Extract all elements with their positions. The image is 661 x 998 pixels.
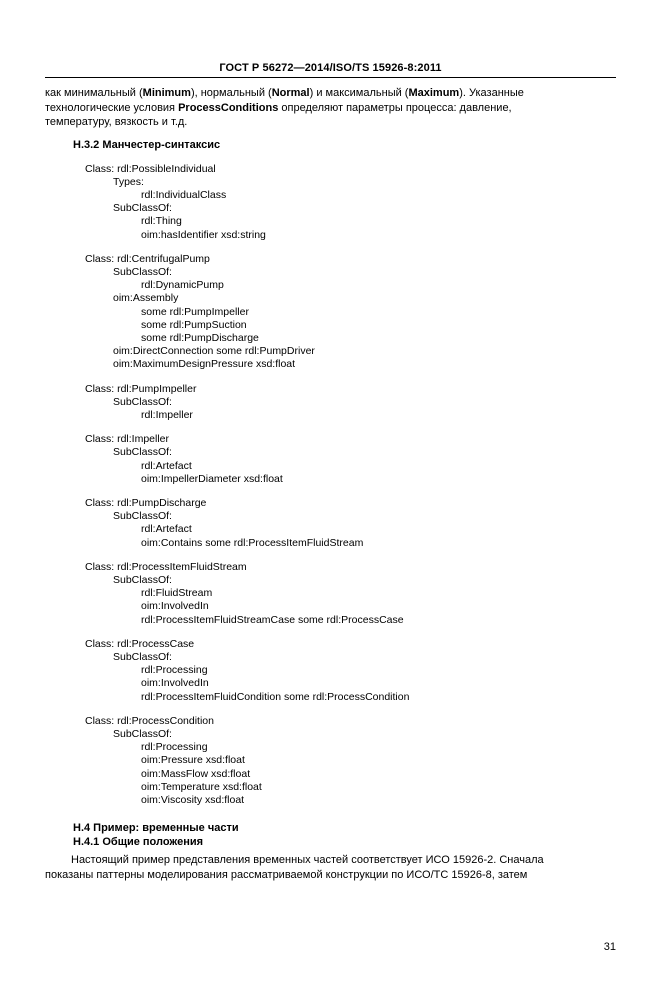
code-line: rdl:Thing: [141, 215, 182, 228]
code-line: rdl:Processing: [141, 741, 208, 754]
code-line: oim:Assembly: [113, 292, 179, 305]
code-line: rdl:ProcessItemFluidCondition some rdl:ProcessCondition: [141, 690, 410, 703]
code-line: Class: rdl:ProcessCondition: [85, 714, 214, 727]
code-line: SubClassOf:: [113, 510, 172, 523]
page-number: 31: [603, 941, 616, 953]
code-group: [45, 715, 616, 807]
code-line: SubClassOf:: [113, 265, 172, 278]
code-line: some rdl:PumpImpeller: [141, 305, 249, 318]
code-line: some rdl:PumpSuction: [141, 318, 247, 331]
code-line: rdl:DynamicPump: [141, 279, 224, 292]
code-line: oim:DirectConnection some rdl:PumpDriver: [113, 345, 315, 358]
code-line: SubClassOf:: [113, 651, 172, 663]
code-line: SubClassOf:: [113, 728, 172, 741]
code-line: SubClassOf:: [113, 202, 172, 215]
section-heading-h41: Н.4.1 Общие положения: [73, 836, 204, 849]
closing-line-1: Настоящий пример представления временных частей соответствует ИСО 15926-2. Сначала: [71, 854, 544, 867]
code-line: oim:Contains some rdl:ProcessItemFluidStream: [141, 536, 364, 549]
code-group: [45, 638, 616, 704]
code-line: rdl:Artefact: [141, 459, 192, 472]
manchester-syntax-code: [45, 163, 616, 808]
code-group: [45, 561, 616, 627]
code-line: some rdl:PumpDischarge: [141, 331, 259, 344]
header-divider: [45, 77, 616, 78]
code-line: rdl:IndividualClass: [141, 188, 227, 201]
code-line: SubClassOf:: [113, 446, 172, 459]
section-heading-h32: Н.3.2 Манчестер-синтаксис: [73, 138, 221, 151]
code-group: [45, 383, 616, 423]
code-group: [45, 497, 616, 550]
code-line: oim:MaximumDesignPressure xsd:float: [113, 358, 296, 371]
code-line: Class: rdl:CentrifugalPump: [85, 252, 210, 265]
code-line: oim:InvolvedIn: [141, 600, 209, 613]
code-line: rdl:Processing: [141, 664, 208, 677]
standard-title: ГОСТ Р 56272—2014/ISO/TS 15926-8:2011: [219, 62, 442, 74]
code-line: rdl:FluidStream: [141, 587, 213, 600]
closing-paragraph: [45, 853, 616, 882]
code-line: oim:Pressure xsd:float: [141, 754, 245, 767]
intro-paragraph: [45, 86, 616, 130]
code-line: rdl:ProcessItemFluidStreamCase some rdl:ProcessCase: [141, 613, 404, 626]
code-line: rdl:Artefact: [141, 523, 192, 536]
code-group: [45, 163, 616, 242]
code-line: Types:: [113, 175, 144, 188]
code-line: rdl:Impeller: [141, 408, 193, 421]
code-group: [45, 433, 616, 486]
code-line: Class: rdl:ProcessCase: [85, 637, 195, 650]
code-line: SubClassOf:: [113, 395, 172, 408]
intro-line-2: технологические условия ProcessConditions определяют параметры процесса: давление,: [45, 101, 512, 114]
code-line: oim:Temperature xsd:float: [141, 780, 262, 793]
intro-line-1: как минимальный (Minimum), нормальный (Normal) и максимальный (Maximum). Указанные: [45, 87, 524, 99]
code-line: Class: rdl:ProcessItemFluidStream: [85, 560, 247, 573]
code-line: SubClassOf:: [113, 573, 172, 586]
document-page: [0, 62, 661, 998]
code-line: oim:InvolvedIn: [141, 677, 209, 690]
section-heading-h4: Н.4 Пример: временные части: [73, 822, 239, 835]
code-line: oim:ImpellerDiameter xsd:float: [141, 472, 283, 485]
code-line: Class: rdl:PumpImpeller: [85, 382, 197, 395]
closing-line-2: показаны паттерны моделирования рассматриваемой конструкции по ИСО/ТС 15926-8, затем: [45, 868, 528, 881]
code-line: Class: rdl:Impeller: [85, 433, 170, 446]
code-line: oim:MassFlow xsd:float: [141, 767, 251, 780]
intro-line-3: температуру, вязкость и т.д.: [45, 116, 188, 128]
code-group: [45, 253, 616, 372]
code-line: Class: rdl:PossibleIndividual: [85, 162, 216, 175]
code-line: oim:hasIdentifier xsd:string: [141, 228, 266, 241]
section-heading-group-h4: [45, 821, 616, 849]
code-line: Class: rdl:PumpDischarge: [85, 496, 207, 509]
code-line: oim:Viscosity xsd:float: [141, 794, 245, 807]
page-header: [45, 62, 616, 74]
